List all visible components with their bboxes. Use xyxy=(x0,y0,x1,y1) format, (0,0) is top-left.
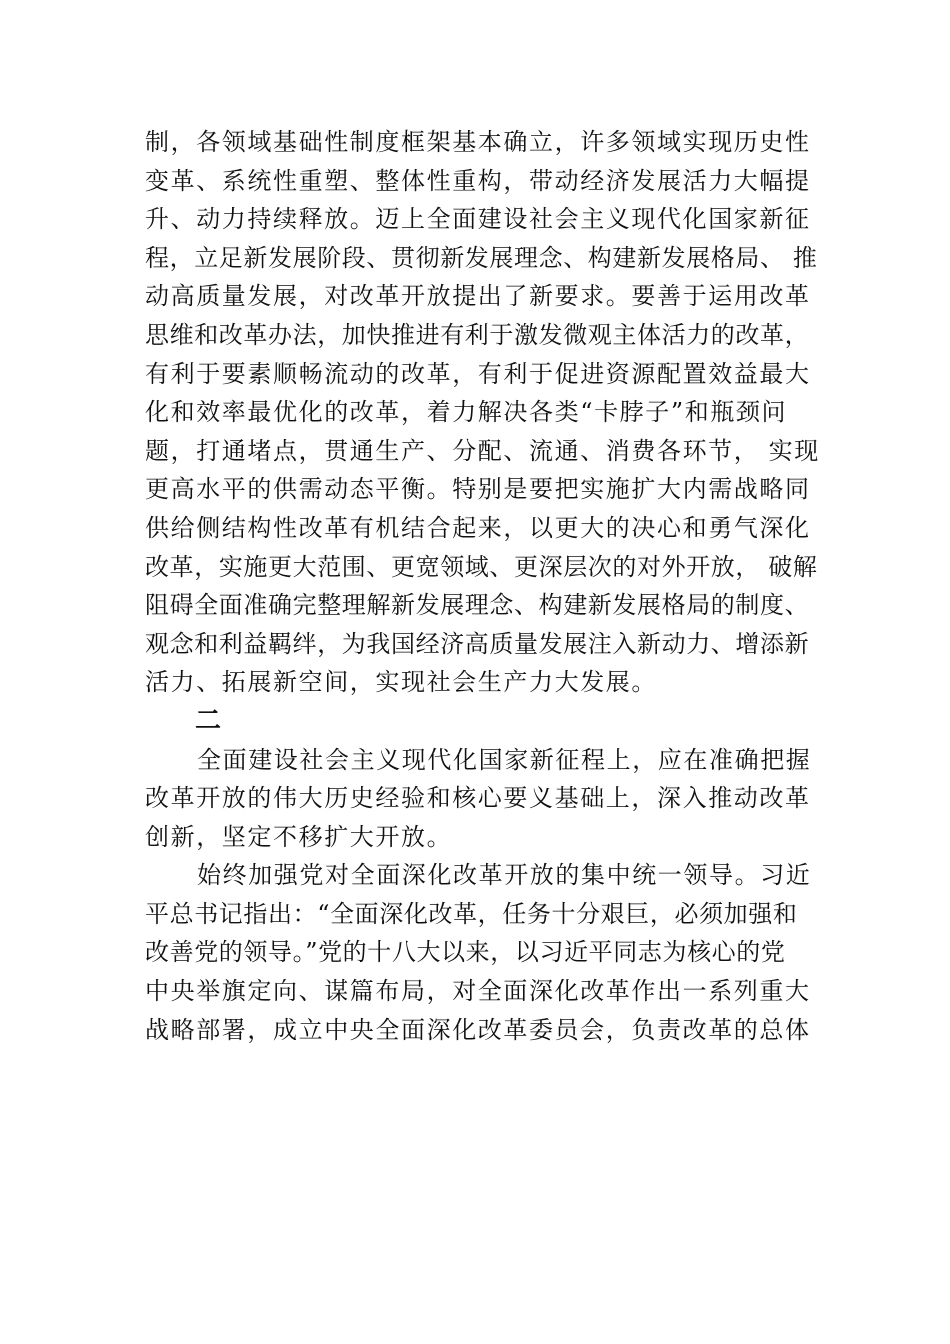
text-line: 化和效率最优化的改革，着力解决各类“卡脖子”和瓶颈问 xyxy=(145,398,788,427)
text-line: 改善党的领导。”党的十八大以来，以习近平同志为核心的党 xyxy=(145,938,786,967)
document-body xyxy=(145,123,825,1049)
text-line: 始终加强党对全面深化改革开放的集中统一领导。习近 xyxy=(197,861,812,890)
text-line: 供给侧结构性改革有机结合起来，以更大的决心和勇气深化 xyxy=(145,513,811,542)
text-line: 阻碍全面准确完整理解新发展理念、构建新发展格局的制度、 xyxy=(145,591,810,620)
text-line: 改革，实施更大范围、更宽领域、更深层次的对外开放， 破解 xyxy=(145,552,818,581)
text-line: 全面建设社会主义现代化国家新征程上，应在准确把握 xyxy=(197,745,812,774)
text-line: 程，立足新发展阶段、贯彻新发展理念、构建新发展格局、 推 xyxy=(145,243,818,272)
text-line: 升、动力持续释放。迈上全面建设社会主义现代化国家新征 xyxy=(145,205,811,234)
text-line: 创新，坚定不移扩大开放。 xyxy=(145,822,453,851)
text-line: 变革、系统性重塑、整体性重构，带动经济发展活力大幅提 xyxy=(145,166,811,195)
text-line: 观念和利益羁绊，为我国经济高质量发展注入新动力、增添新 xyxy=(145,629,810,658)
text-line: 更高水平的供需动态平衡。特别是要把实施扩大内需战略同 xyxy=(145,475,811,504)
section-heading: 二 xyxy=(195,705,222,736)
text-line: 制，各领域基础性制度框架基本确立，许多领域实现历史性 xyxy=(145,128,811,156)
paragraph-continued xyxy=(145,123,825,702)
text-line: 战略部署，成立中央全面深化改革委员会，负责改革的总体 xyxy=(145,1015,811,1044)
paragraph-leadership xyxy=(145,856,825,1049)
text-line: 动高质量发展，对改革开放提出了新要求。要善于运用改革 xyxy=(145,282,811,311)
text-line: 中央举旗定向、谋篇布局，对全面深化改革作出一系列重大 xyxy=(145,977,811,1006)
text-line: 平总书记指出：“全面深化改革，任务十分艰巨，必须加强和 xyxy=(145,899,798,928)
text-line: 活力、拓展新空间，实现社会生产力大发展。 xyxy=(145,668,657,697)
text-line: 改革开放的伟大历史经验和核心要义基础上，深入推动改革 xyxy=(145,784,811,813)
text-line: 题，打通堵点，贯通生产、分配、流通、消费各环节， 实现 xyxy=(145,436,820,465)
text-line: 思维和改革办法，加快推进有利于激发微观主体活力的改革， xyxy=(145,320,810,349)
text-line: 有利于要素顺畅流动的改革，有利于促进资源配置效益最大 xyxy=(145,359,811,388)
paragraph-intro xyxy=(145,741,825,857)
